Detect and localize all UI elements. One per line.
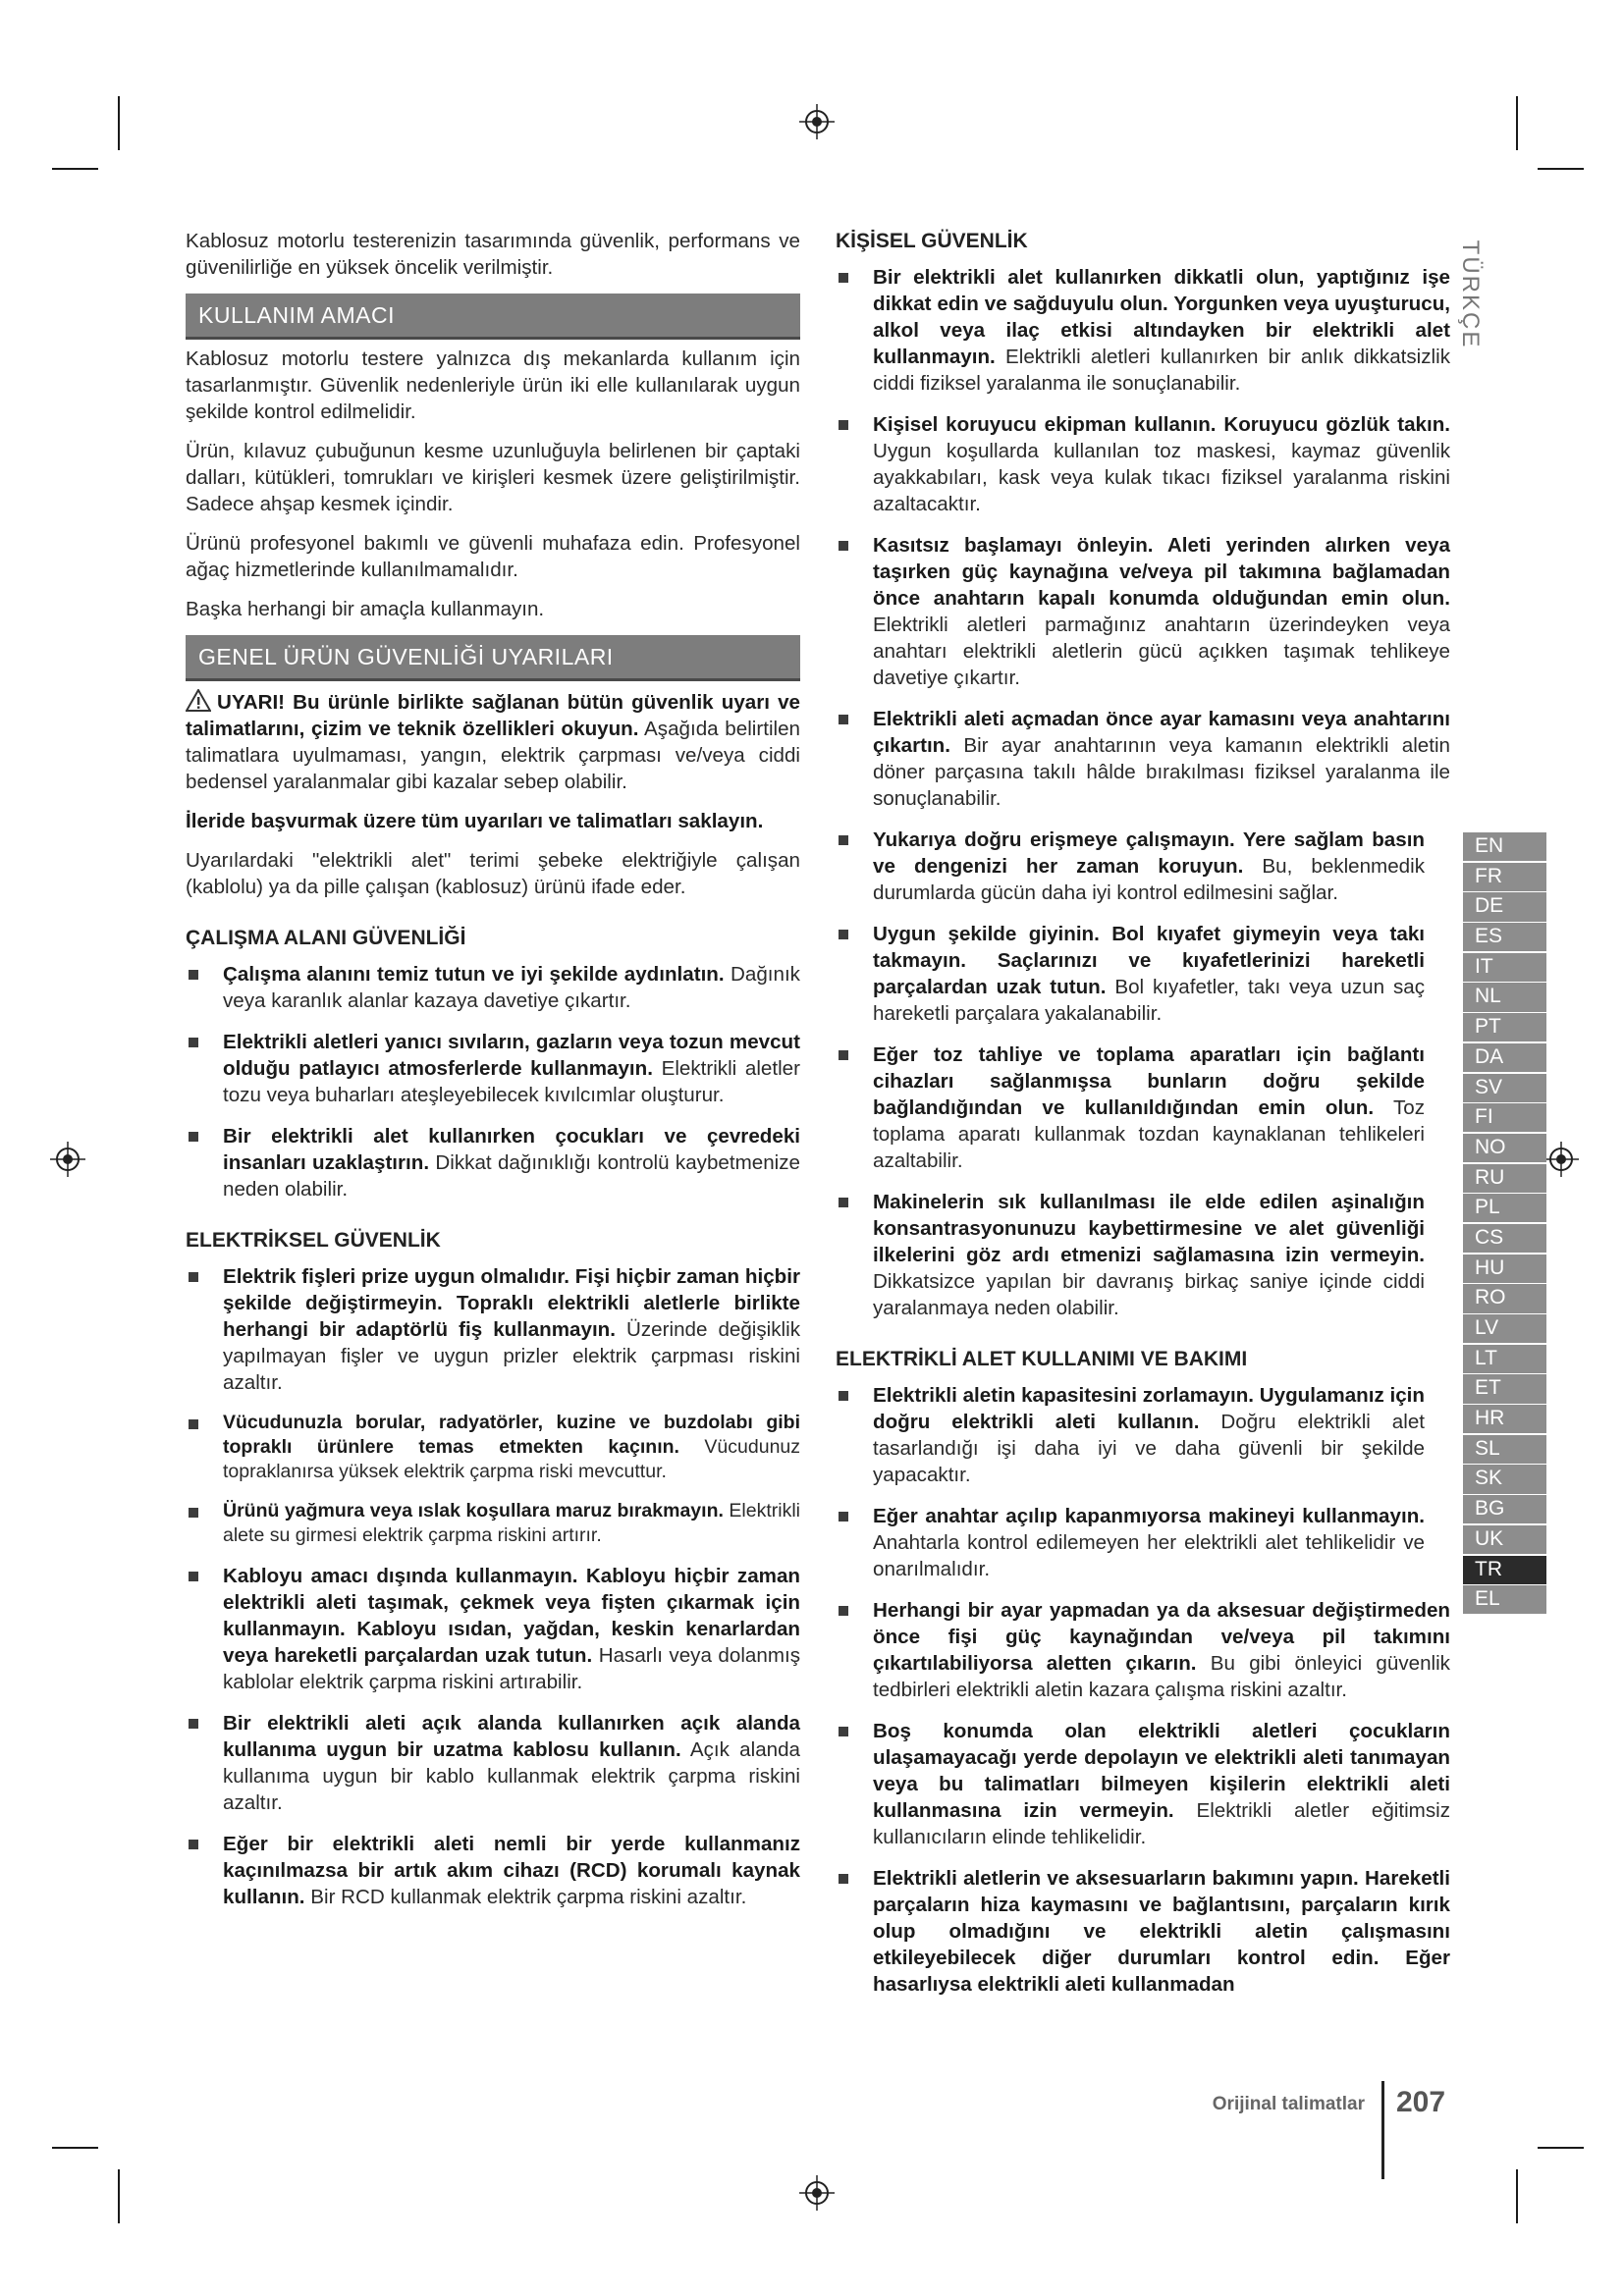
side-language-label: TÜRKÇE — [1457, 240, 1484, 348]
paragraph: Uyarılardaki "elektrikli alet" terimi şebeke elektriğiyle çalışan (kablolu) ya da pille çalışan (kablosuz) ürünü ifade eder. — [186, 849, 800, 898]
list-item: Kabloyu amacı dışında kullanmayın. Kabloyu hiçbir zaman elektrikli aleti taşımak, çekmek veya fişten çıkarmak için kullanmayın. Kabloyu ısıdan, yağdan, keskin kenarlardan veya hareketli parçalardan uzak tutun. Hasarlı veya dolanmış kablolar elektrik çarpma riskini artırabilir. — [186, 1563, 800, 1695]
bullet-icon — [189, 1272, 198, 1282]
list-item: Makinelerin sık kullanılması ile elde edilen aşinalığın konsantrasyonunuzu kaybettirmesine ve alet güvenliği ilkelerini göz ardı etmenizi sağlamasına izin vermeyin. Dikkatsizce yapılan bir davranış birkaç saniye içinde ciddi yaralanmaya neden olabilir. — [836, 1189, 1450, 1321]
paragraph: Ürünü profesyonel bakımlı ve güvenli muhafaza edin. Profesyonel ağaç hizmetlerinde kullanılmamalıdır. — [186, 532, 800, 581]
language-tab-es: ES — [1463, 923, 1546, 951]
bullet-icon — [189, 1419, 198, 1429]
language-tab-et: ET — [1463, 1374, 1546, 1403]
language-tab-sl: SL — [1463, 1435, 1546, 1464]
bullet-icon — [189, 1719, 198, 1729]
registration-mark-icon — [799, 2175, 835, 2211]
bullet-icon — [839, 930, 848, 939]
language-tab-hr: HR — [1463, 1405, 1546, 1433]
language-tab-sv: SV — [1463, 1074, 1546, 1102]
bullet-icon — [839, 420, 848, 430]
personal-safety-list — [836, 264, 1450, 1321]
bullet-icon — [839, 1050, 848, 1060]
language-tab-it: IT — [1463, 953, 1546, 982]
language-tab-en: EN — [1463, 832, 1546, 861]
paragraph: Kablosuz motorlu testere yalnızca dış mekanlarda kullanım için tasarlanmıştır. Güvenlik nedenleriyle ürün iki elle kullanılarak uygun şekilde kontrol edilmelidir. — [186, 347, 800, 423]
language-tab-pt: PT — [1463, 1013, 1546, 1041]
language-tab-fr: FR — [1463, 863, 1546, 891]
language-tab-lt: LT — [1463, 1345, 1546, 1373]
list-item: Elektrikli aletleri yanıcı sıvıların, gazların veya tozun mevcut olduğu patlayıcı atmosferlerde kullanmayın. Elektrikli aletler tozu veya buharları ateşleyebilecek kıvılcımlar oluşturur. — [186, 1029, 800, 1108]
tool-use-list — [836, 1382, 1450, 1998]
bullet-icon — [839, 1512, 848, 1522]
paragraph: Başka herhangi bir amaçla kullanmayın. — [186, 598, 545, 620]
warning-text: Aşağıda belirtilen talimatlara uyulmaması, yangın, elektrik çarpması ve/veya ciddi bedensel yaralanmalar gibi kazalar sebep olabilir. — [186, 718, 801, 793]
list-item: Çalışma alanını temiz tutun ve iyi şekilde aydınlatın. Dağınık veya karanlık alanlar kazaya davetiye çıkartır. — [186, 961, 800, 1014]
list-item: Bir elektrikli aleti açık alanda kullanırken açık alanda kullanıma uygun bir uzatma kablosu kullanın. Açık alanda kullanıma uygun bir kablo kullanmak elektrik çarpma riskini azaltır. — [186, 1710, 800, 1816]
registration-mark-icon — [1543, 1142, 1579, 1177]
crop-mark — [1538, 168, 1584, 170]
warning-bold: UYARI! Bu ürünle birlikte sağlanan bütün güvenlik uyarı ve talimatlarını, çizim ve teknik özellikleri okuyun. — [186, 691, 800, 740]
list-item: Eğer anahtar açılıp kapanmıyorsa makineyi kullanmayın. Anahtarla kontrol edilemeyen her elektrikli alet tehlikelidir ve onarılmalıdır. — [836, 1503, 1450, 1582]
language-tab-fi: FI — [1463, 1103, 1546, 1132]
list-item: Yukarıya doğru erişmeye çalışmayın. Yere sağlam basın ve dengenizi her zaman koruyun. Bu, beklenmedik durumlarda gücün daha iyi kontrol edilmesini sağlar. — [836, 827, 1450, 906]
bullet-icon — [189, 1038, 198, 1047]
language-tab-hu: HU — [1463, 1255, 1546, 1283]
list-item: Vücudunuzla borular, radyatörler, kuzine ve buzdolabı gibi topraklı ürünlere temas etmekten kaçının. Vücudunuz topraklanırsa yüksek elektrik çarpma riski mevcuttur. — [186, 1411, 800, 1484]
right-column — [836, 228, 1450, 2012]
list-item: Elektrikli aleti açmadan önce ayar kamasını veya anahtarını çıkartın. Bir ayar anahtarının veya kamanın elektrikli aletin döner parçasına takılı hâlde bırakılması fiziksel yaralanma ile sonuçlanabilir. — [836, 706, 1450, 812]
warning-triangle-icon — [186, 689, 211, 712]
subheading-personal-safety: KİŞİSEL GÜVENLİK — [836, 230, 1028, 252]
bullet-icon — [839, 1727, 848, 1736]
language-tab-no: NO — [1463, 1134, 1546, 1162]
subheading-electrical-safety: ELEKTRİKSEL GÜVENLİK — [186, 1229, 441, 1252]
keep-instructions-bold: İleride başvurmak üzere tüm uyarıları ve talimatları saklayın. — [186, 810, 764, 832]
list-item: Eğer bir elektrikli aleti nemli bir yerde kullanmanız kaçınılmazsa bir artık akım cihazı (RCD) korumalı kaynak kullanın. Bir RCD kullanmak elektrik çarpma riskini azaltır. — [186, 1831, 800, 1910]
crop-mark — [118, 96, 120, 150]
crop-mark — [52, 168, 98, 170]
language-tab-sk: SK — [1463, 1465, 1546, 1493]
language-tab-el: EL — [1463, 1585, 1546, 1614]
subheading-work-area: ÇALIŞMA ALANI GÜVENLİĞİ — [186, 927, 466, 949]
list-item: Herhangi bir ayar yapmadan ya da aksesuar değiştirmeden önce fişi güç kaynağından ve/veya pil takımını çıkartılabiliyorsa aletten çıkarın. Bu gibi önleyici güvenlik tedbirleri elektrikli aletin kazara çalışma riskini azaltır. — [836, 1597, 1450, 1703]
keep-instructions — [186, 808, 800, 834]
work-area-list — [186, 961, 800, 1202]
crop-mark — [1516, 96, 1518, 150]
paragraph: Ürün, kılavuz çubuğunun kesme uzunluğuyla belirlenen bir çaptaki dalları, kütükleri, tomrukları ve kirişleri kesmek üzere geliştirilmiştir. Sadece ahşap kesmek içindir. — [186, 440, 800, 515]
footer-divider — [1381, 2081, 1384, 2179]
language-tab-bg: BG — [1463, 1495, 1546, 1523]
language-tab-lv: LV — [1463, 1314, 1546, 1343]
language-tab-uk: UK — [1463, 1525, 1546, 1554]
language-tab-da: DA — [1463, 1043, 1546, 1072]
crop-mark — [1516, 2169, 1518, 2223]
warning-paragraph — [186, 689, 800, 795]
language-tab-ru: RU — [1463, 1164, 1546, 1193]
list-item: Elektrikli aletlerin ve aksesuarların bakımını yapın. Hareketli parçaların hiza kaymasını ve bağlantısını, parçaların kırık olup olmadığını ve elektrikli aletin çalışmasını etkileyebilecek diğer durumları kontrol edin. Eğer hasarlıysa elektrikli aleti kullanmadan — [836, 1865, 1450, 1998]
language-tab-pl: PL — [1463, 1194, 1546, 1222]
section-heading-general-safety: GENEL ÜRÜN GÜVENLİĞİ UYARILARI — [186, 635, 800, 681]
list-item: Boş konumda olan elektrikli aletleri çocukların ulaşamayacağı yerde depolayın ve elektrikli aleti tanımayan veya bu talimatları bilmeyen kişilerin elektrikli aleti kullanmasına izin vermeyin. Elektrikli aletler eğitimsiz kullanıcıların elinde tehlikelidir. — [836, 1718, 1450, 1850]
language-tab-de: DE — [1463, 892, 1546, 921]
list-item: Eğer toz tahliye ve toplama aparatları için bağlantı cihazları sağlanmışsa bunların doğru şekilde bağlandığından ve kullanıldığından emin olun. Toz toplama aparatı kullanmak tozdan kaynaklanan tehlikeleri azaltabilir. — [836, 1041, 1450, 1174]
bullet-icon — [189, 1508, 198, 1518]
registration-mark-icon — [799, 104, 835, 139]
crop-mark — [118, 2169, 120, 2223]
bullet-icon — [839, 715, 848, 724]
language-tab-ro: RO — [1463, 1284, 1546, 1312]
footer-label: Orijinal talimatlar — [1212, 2094, 1365, 2114]
list-item: Elektrik fişleri prize uygun olmalıdır. Fişi hiçbir zaman hiçbir şekilde değiştirmeyin. Topraklı elektrikli aletlerle birlikte herhangi bir adaptörlü fiş kullanmayın. Üzerinde değişiklik yapılmayan fişler ve uygun prizler elektrik çarpması riskini azaltır. — [186, 1263, 800, 1396]
bullet-icon — [839, 1606, 848, 1616]
bullet-icon — [839, 273, 848, 283]
list-item: Kasıtsız başlamayı önleyin. Aleti yerinden alırken veya taşırken güç kaynağına ve/veya pil takımına bağlamadan önce anahtarın kapalı konumda olduğundan emin olun. Elektrikli aletleri parmağınız anahtarın üzerindeyken veya anahtarı elektrikli aletlerin gücü açıkken taşımak tehlikeye davetiye çıkartır. — [836, 532, 1450, 691]
list-item: Elektrikli aletin kapasitesini zorlamayın. Uygulamanız için doğru elektrikli aleti kullanın. Doğru elektrikli alet tasarlandığı işi daha iyi ve daha güvenli bir şekilde yapacaktır. — [836, 1382, 1450, 1488]
bullet-icon — [839, 541, 848, 551]
list-item: Uygun şekilde giyinin. Bol kıyafet giymeyin veya takı takmayın. Saçlarınızı ve kıyafetlerinizi hareketli parçalardan uzak tutun. Bol kıyafetler, takı veya uzun saç hareketli parçalara yakalanabilir. — [836, 921, 1450, 1027]
intro-paragraph: Kablosuz motorlu testerenizin tasarımında güvenlik, performans ve güvenilirliğe en yüksek öncelik verilmiştir. — [186, 230, 800, 279]
language-tab-nl: NL — [1463, 983, 1546, 1011]
bullet-icon — [189, 1572, 198, 1581]
language-tab-cs: CS — [1463, 1224, 1546, 1253]
crop-mark — [1538, 2147, 1584, 2149]
language-tabs — [1463, 832, 1546, 1616]
bullet-icon — [839, 1391, 848, 1401]
section-heading-intended-use: KULLANIM AMACI — [186, 294, 800, 340]
crop-mark — [52, 2147, 98, 2149]
list-item: Bir elektrikli alet kullanırken çocukları ve çevredeki insanları uzaklaştırın. Dikkat dağınıklığı kontrolü kaybetmenize neden olabilir. — [186, 1123, 800, 1202]
bullet-icon — [189, 1132, 198, 1142]
electrical-safety-list — [186, 1263, 800, 1910]
bullet-icon — [839, 1198, 848, 1207]
list-item: Ürünü yağmura veya ıslak koşullara maruz bırakmayın. Elektrikli alete su girmesi elektrik çarpma riskini artırır. — [186, 1499, 800, 1548]
subheading-tool-use-and-care: ELEKTRİKLİ ALET KULLANIMI VE BAKIMI — [836, 1348, 1248, 1370]
bullet-icon — [189, 970, 198, 980]
list-item: Bir elektrikli alet kullanırken dikkatli olun, yaptığınız işe dikkat edin ve sağduyulu olun. Yorgunken veya uyuşturucu, alkol veya ilaç etkisi altındayken bir elektrikli alet kullanmayın. Elektrikli aletleri kullanırken bir anlık dikkatsizlik ciddi fiziksel yaralanma ile sonuçlanabilir. — [836, 264, 1450, 397]
list-item: Kişisel koruyucu ekipman kullanın. Koruyucu gözlük takın. Uygun koşullarda kullanılan toz maskesi, kaymaz güvenlik ayakkabıları, kask veya kulak tıkacı fiziksel yaralanma riskini azaltacaktır. — [836, 411, 1450, 517]
bullet-icon — [189, 1840, 198, 1849]
left-column — [186, 228, 800, 1925]
language-tab-tr: TR — [1463, 1556, 1546, 1584]
bullet-icon — [839, 835, 848, 845]
page-number: 207 — [1396, 2086, 1446, 2118]
registration-mark-icon — [50, 1142, 85, 1177]
bullet-icon — [839, 1874, 848, 1884]
